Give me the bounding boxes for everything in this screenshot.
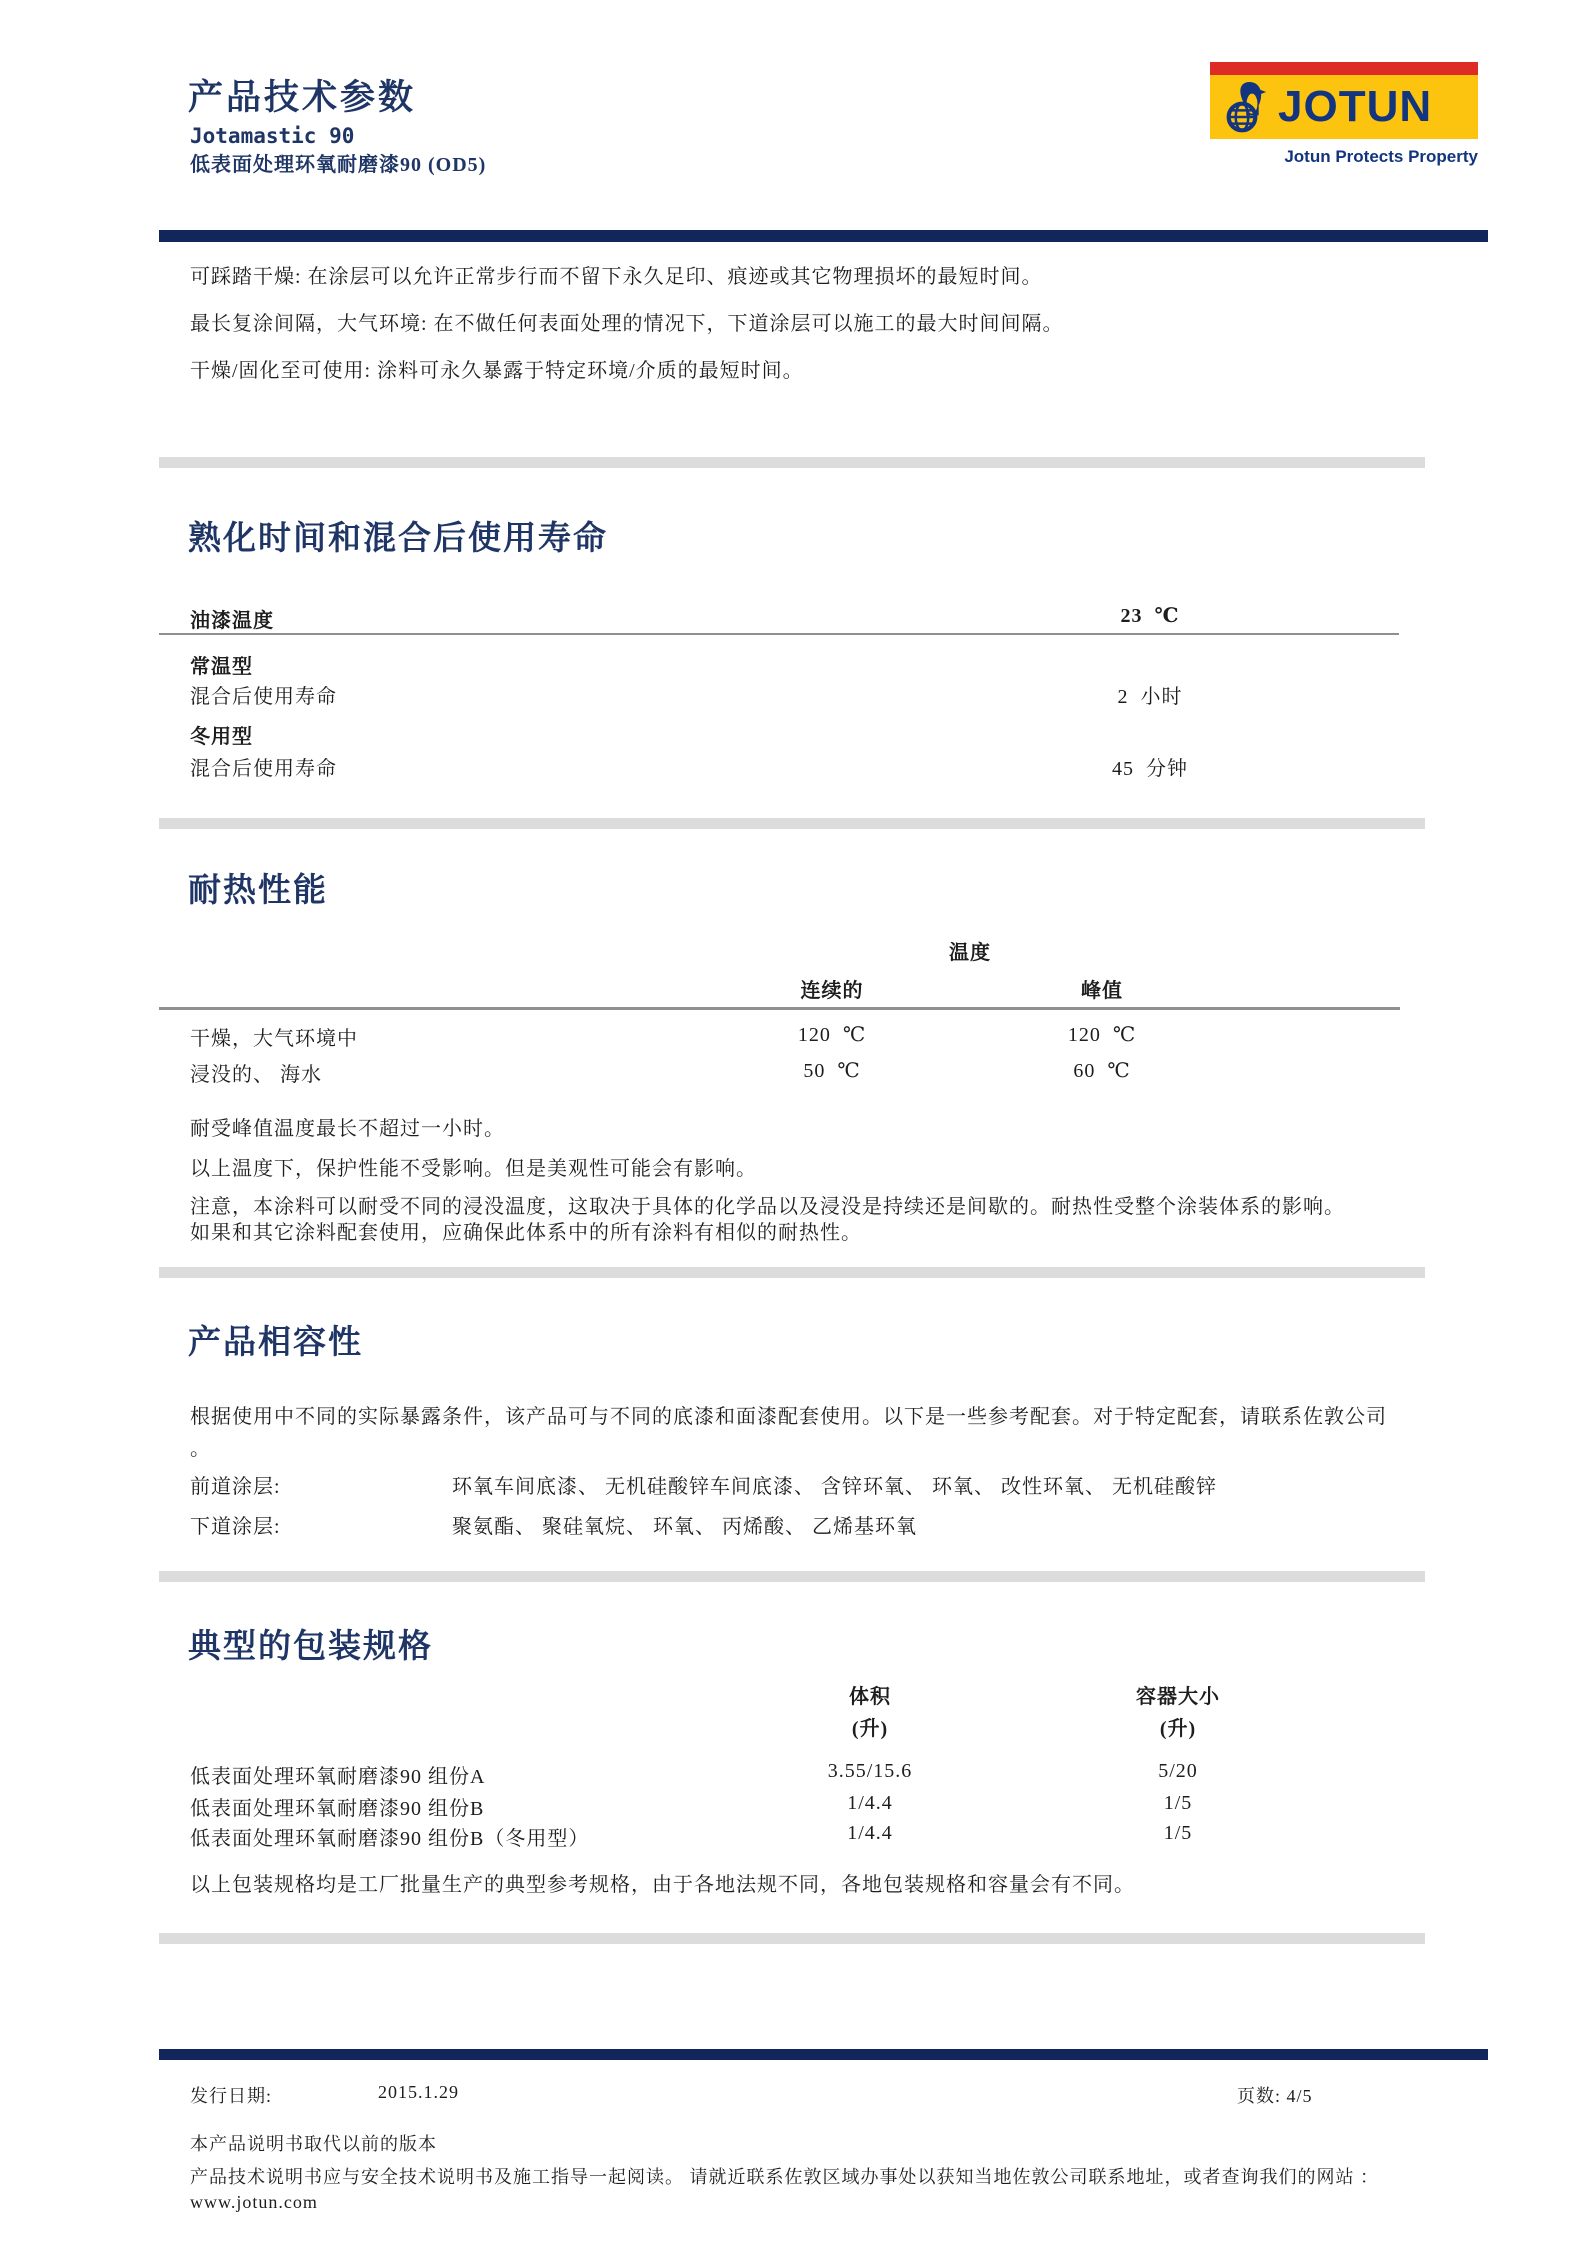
page-title: 产品技术参数: [188, 78, 417, 117]
heat-row-continuous: 50 ℃: [803, 1060, 861, 1082]
table-rule: [159, 633, 1399, 635]
compatibility-row-label: 下道涂层:: [190, 1516, 281, 1538]
logo-red-stripe: [1210, 62, 1478, 75]
packaging-row-label: 低表面处理环氧耐磨漆90 组份B: [190, 1798, 485, 1820]
page-number: 页数: 4/5: [1237, 2086, 1313, 2106]
packaging-col-volume-unit: (升): [851, 1718, 889, 1740]
packaging-col-volume: 体积: [849, 1686, 891, 1708]
section-title-curing: 熟化时间和混合后使用寿命: [188, 521, 608, 557]
logo-brand-text: JOTUN: [1278, 82, 1433, 131]
footer-note: 产品技术说明书应与安全技术说明书及施工指导一起阅读。 请就近联系佐敦区域办事处以获知当地佐敦公司联系地址，或者查询我们的网站 ：: [190, 2167, 1379, 2187]
curing-row-value: 45 分钟: [1112, 758, 1188, 780]
product-name: Jotamastic 90: [190, 124, 355, 148]
heat-row-label: 干燥，大气环境中: [190, 1028, 358, 1050]
compatibility-row-value: 环氧车间底漆、 无机硅酸锌车间底漆、 含锌环氧、 环氧、 改性环氧、 无机硅酸锌: [452, 1476, 1217, 1498]
definition-line: 干燥/固化至可使用: 涂料可永久暴露于特定环境/介质的最短时间。: [190, 360, 804, 382]
logo-yellow-panel: [1210, 75, 1478, 139]
curing-temp-value: 23 ℃: [1120, 605, 1180, 627]
packaging-row-volume: 1/4.4: [847, 1792, 893, 1814]
heat-note: 以上温度下，保护性能不受影响。但是美观性可能会有影响。: [190, 1158, 757, 1180]
packaging-row-volume: 3.55/15.6: [827, 1760, 913, 1782]
curing-row-label: 混合后使用寿命: [190, 758, 337, 780]
curing-row-label: 混合后使用寿命: [190, 686, 337, 708]
packaging-row-volume: 1/4.4: [847, 1822, 893, 1844]
table-rule: [159, 1007, 1400, 1010]
compatibility-intro-wrap: 。: [190, 1438, 211, 1460]
jotun-logo: [1210, 62, 1478, 139]
section-title-compatibility: 产品相容性: [188, 1325, 363, 1361]
heat-row-peak: 120 ℃: [1067, 1024, 1137, 1046]
footer-website: www.jotun.com: [190, 2192, 318, 2212]
heat-note: 如果和其它涂料配套使用，应确保此体系中的所有涂料有相似的耐热性。: [190, 1222, 862, 1244]
compatibility-intro: 根据使用中不同的实际暴露条件，该产品可与不同的底漆和面漆配套使用。以下是一些参考配套。对于特定配套，请联系佐敦公司: [190, 1406, 1387, 1428]
compatibility-row-value: 聚氨酯、 聚硅氧烷、 环氧、 丙烯酸、 乙烯基环氧: [452, 1516, 917, 1538]
curing-group-label: 常温型: [190, 656, 253, 678]
footer-divider-bar: [159, 2049, 1488, 2060]
packaging-row-size: 1/5: [1163, 1792, 1193, 1814]
heat-temp-header: 温度: [949, 942, 991, 964]
section-separator: [159, 1933, 1425, 1944]
section-title-packaging: 典型的包装规格: [188, 1629, 433, 1665]
definition-line: 最长复涂间隔，大气环境: 在不做任何表面处理的情况下，下道涂层可以施工的最大时间间隔。: [190, 313, 1064, 335]
issue-date-label: 发行日期:: [190, 2086, 273, 2106]
heat-col-peak: 峰值: [1081, 980, 1123, 1002]
curing-row-value: 2 小时: [1117, 686, 1183, 708]
packaging-note: 以上包装规格均是工厂批量生产的典型参考规格，由于各地法规不同，各地包装规格和容量会有不同。: [190, 1874, 1135, 1896]
compatibility-row-label: 前道涂层:: [190, 1476, 281, 1498]
heat-note: 耐受峰值温度最长不超过一小时。: [190, 1118, 505, 1140]
curing-temp-label: 油漆温度: [190, 610, 274, 632]
product-subtitle: 低表面处理环氧耐磨漆90 (OD5): [190, 154, 487, 176]
section-separator: [159, 818, 1425, 829]
section-separator: [159, 1571, 1425, 1582]
logo-tagline: Jotun Protects Property: [1284, 147, 1478, 166]
packaging-row-label: 低表面处理环氧耐磨漆90 组份B（冬用型）: [190, 1828, 590, 1850]
packaging-row-label: 低表面处理环氧耐磨漆90 组份A: [190, 1766, 486, 1788]
issue-date-value: 2015.1.29: [378, 2082, 459, 2102]
curing-group-label: 冬用型: [190, 726, 253, 748]
packaging-row-size: 1/5: [1163, 1822, 1193, 1844]
packaging-col-size-unit: (升): [1159, 1718, 1197, 1740]
heat-row-continuous: 120 ℃: [797, 1024, 867, 1046]
packaging-col-size: 容器大小: [1136, 1686, 1220, 1708]
packaging-row-size: 5/20: [1158, 1760, 1198, 1782]
footer-note: 本产品说明书取代以前的版本: [190, 2134, 437, 2154]
section-title-heat: 耐热性能: [188, 873, 328, 909]
penguin-globe-icon: [1222, 80, 1272, 134]
section-separator: [159, 1267, 1425, 1278]
definition-line: 可踩踏干燥: 在涂层可以允许正常步行而不留下永久足印、痕迹或其它物理损坏的最短时间。: [190, 266, 1043, 288]
section-separator: [159, 457, 1425, 468]
header-divider-bar: [159, 230, 1488, 242]
heat-row-peak: 60 ℃: [1073, 1060, 1131, 1082]
heat-note: 注意，本涂料可以耐受不同的浸没温度，这取决于具体的化学品以及浸没是持续还是间歇的。耐热性受整个涂装体系的影响。: [190, 1196, 1345, 1218]
heat-row-label: 浸没的、 海水: [190, 1064, 322, 1086]
heat-col-continuous: 连续的: [800, 980, 864, 1002]
